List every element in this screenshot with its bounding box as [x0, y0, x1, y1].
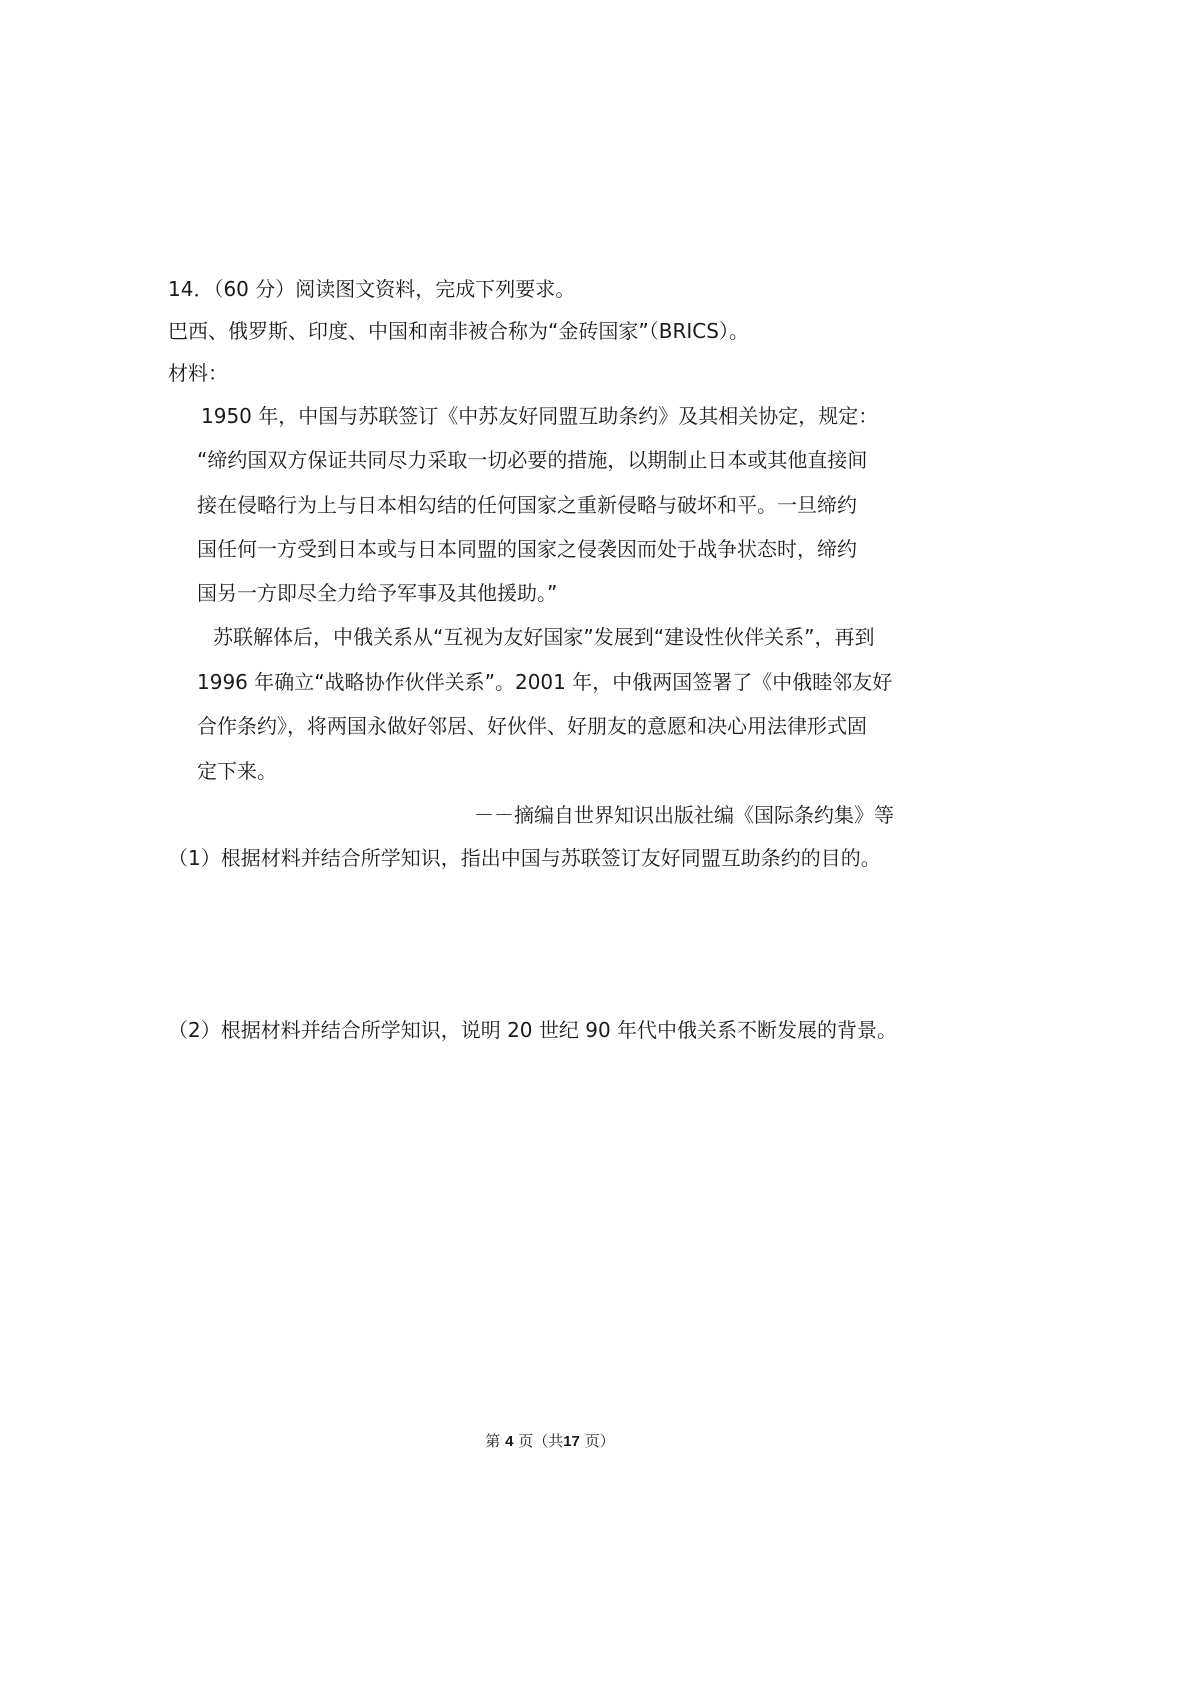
material-source: －－摘编自世界知识出版社编《国际条约集》等	[474, 803, 894, 827]
material-paragraph-1-line: 接在侵略行为上与日本相勾结的任何国家之重新侵略与破坏和平。一旦缔约	[197, 493, 857, 517]
question-header: 14．（60 分）阅读图文资料，完成下列要求。	[168, 277, 576, 301]
material-paragraph-1-line: “缔约国双方保证共同尽力采取一切必要的措施，以期制止日本或其他直接间	[197, 448, 868, 472]
footer-page-number: 4	[505, 1433, 514, 1450]
material-label: 材料：	[168, 361, 228, 385]
footer-total-pages: 17	[563, 1433, 580, 1450]
material-paragraph-1-line: 1950 年，中国与苏联签订《中苏友好同盟互助条约》及其相关协定，规定：	[201, 404, 879, 428]
sub-question-2: （2）根据材料并结合所学知识，说明 20 世纪 90 年代中俄关系不断发展的背景。	[168, 1018, 898, 1042]
material-paragraph-2-line: 合作条约》，将两国永做好邻居、好伙伴、好朋友的意愿和决心用法律形式固	[197, 714, 867, 738]
page-footer	[0, 1431, 1100, 1452]
footer-middle: 页（共	[518, 1432, 564, 1450]
material-paragraph-2-line: 苏联解体后，中俄关系从“互视为友好国家”发展到“建设性伙伴关系”，再到	[213, 625, 875, 649]
footer-prefix: 第	[485, 1432, 501, 1450]
sub-question-1: （1）根据材料并结合所学知识，指出中国与苏联签订友好同盟互助条约的目的。	[168, 846, 881, 870]
material-paragraph-2-line: 1996 年确立“战略协作伙伴关系”。2001 年，中俄两国签署了《中俄睦邻友好	[197, 670, 893, 694]
material-paragraph-1-line: 国另一方即尽全力给予军事及其他援助。”	[197, 581, 558, 605]
material-paragraph-2-line: 定下来。	[197, 759, 277, 783]
footer-suffix: 页）	[584, 1432, 615, 1450]
material-paragraph-1-line: 国任何一方受到日本或与日本同盟的国家之侵袭因而处于战争状态时，缔约	[197, 537, 857, 561]
question-intro: 巴西、俄罗斯、印度、中国和南非被合称为“金砖国家”（BRICS）。	[168, 319, 749, 343]
